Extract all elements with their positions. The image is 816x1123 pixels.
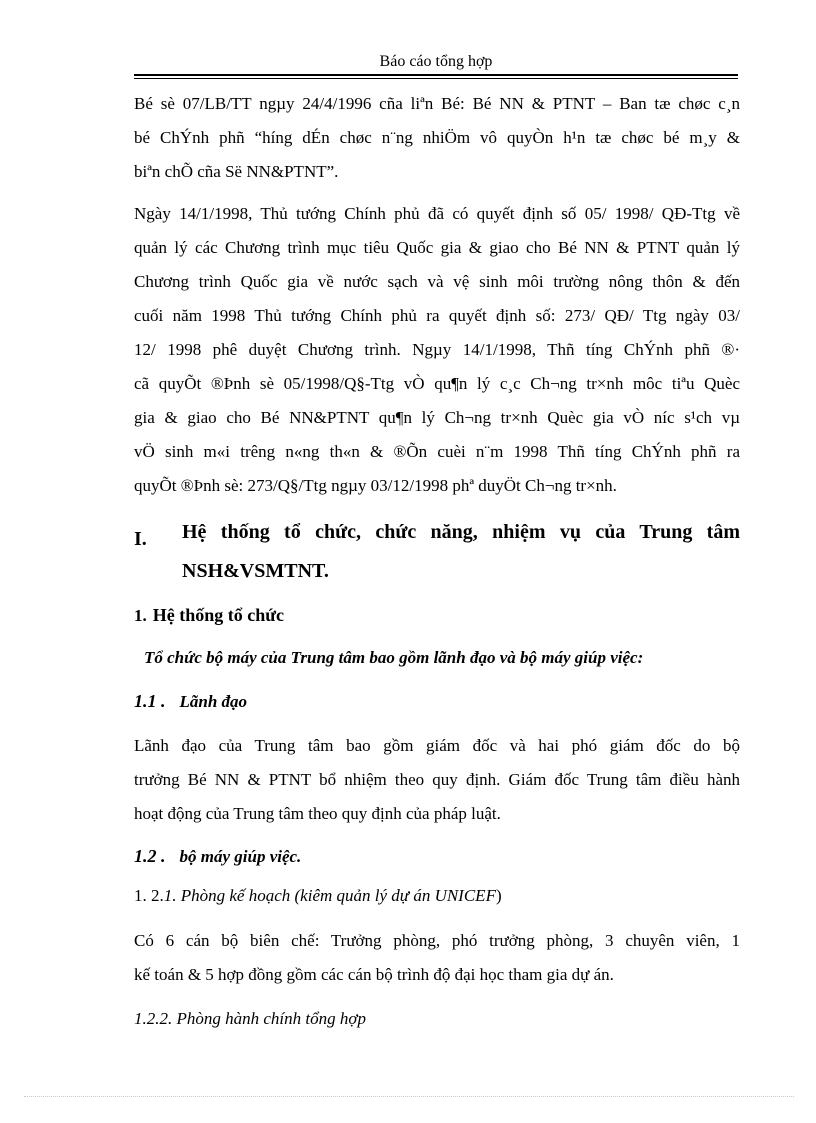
page-bottom-border: [24, 1096, 794, 1097]
heading-number: 1.: [134, 606, 147, 625]
heading-title: 1. Phòng kế hoạch (kiêm quản lý dự án UNICEF: [163, 886, 496, 905]
heading-number: 1. 2.: [134, 886, 164, 905]
heading-planning-department: [134, 886, 502, 906]
heading-title: Lãnh đạo: [179, 692, 248, 711]
heading-organization: [134, 605, 284, 626]
heading-admin-department: 1.2.2. Phòng hành chính tổng hợp: [134, 1009, 366, 1028]
text-line: trưởng Bé NN & PTNT bổ nhiệm theo quy định. Giám đốc Trung tâm điều hành: [134, 770, 740, 789]
text-line: bé ChÝnh phñ “híng dÉn chøc n¨ng nhiÖm vô quyÒn h¹n tæ chøc bé m¸y &: [134, 128, 740, 147]
text-line: Chương trình Quốc gia về nước sạch và vệ sinh môi trường nông thôn & đến: [134, 272, 740, 291]
text-line: Bé sè 07/LB/TT ngµy 24/4/1996 cña liªn Bé: Bé NN & PTNT – Ban tæ chøc c¸n: [134, 94, 740, 113]
heading-support-apparatus: [134, 846, 301, 867]
text-line: Có 6 cán bộ biên chế: Trưởng phòng, phó trưởng phòng, 3 chuyên viên, 1: [134, 931, 740, 950]
heading-close-paren: ): [495, 886, 502, 905]
paragraph-planning-staff: [134, 924, 740, 992]
text-line: 12/ 1998 phê duyệt Chương trình. Ngµy 14/1/1998, Thñ tíng ChÝnh phñ ®·: [134, 340, 740, 359]
section-title: [182, 513, 740, 591]
header-rule-secondary: [134, 78, 738, 79]
header-rule: [134, 74, 738, 76]
text-line: vÖ sinh m«i trêng n«ng th«n & ®Õn cuèi n¨m 1998 Thñ tíng ChÝnh phñ ra: [134, 442, 740, 461]
paragraph-legal-basis: [134, 87, 740, 189]
text-line: gia & giao cho Bé NN&PTNT qu¶n lý Ch¬ng tr×nh Quèc gia vÒ níc s¹ch vµ: [134, 408, 740, 427]
text-line: hoạt động của Trung tâm theo quy định của pháp luật.: [134, 804, 501, 823]
heading-title: bộ máy giúp việc.: [179, 847, 302, 866]
page-header: [134, 52, 738, 72]
intro-statement: Tổ chức bộ máy của Trung tâm bao gồm lãnh đạo và bộ máy giúp việc:: [144, 648, 644, 667]
heading-leadership: [134, 691, 247, 712]
text-line: cuối năm 1998 Thủ tướng Chính phủ ra quyết định số: 273/ QĐ/ Ttg ngày 03/: [134, 306, 740, 325]
paragraph-decision: [134, 197, 740, 503]
text-line: quản lý các Chương trình mục tiêu Quốc gia & giao cho Bé NN & PTNT quản lý: [134, 238, 740, 257]
heading-number: 1.2 .: [134, 846, 166, 866]
heading-title: Hệ thống tổ chức: [152, 605, 285, 625]
section-title-line: NSH&VSMTNT.: [182, 560, 329, 582]
text-line: Lãnh đạo của Trung tâm bao gồm giám đốc và hai phó giám đốc do bộ: [134, 736, 740, 755]
text-line: quyÕt ®Þnh sè: 273/Q§/Ttg ngµy 03/12/1998 phª duyÖt Ch¬ng tr×nh.: [134, 476, 617, 495]
heading-number: 1.1 .: [134, 691, 166, 711]
section-number: I.: [134, 528, 147, 550]
paragraph-leadership: [134, 729, 740, 831]
text-line: kế toán & 5 hợp đồng gồm các cán bộ trình độ đại học tham gia dự án.: [134, 965, 614, 984]
section-title-line: Hệ thống tổ chức, chức năng, nhiệm vụ của Trung tâm: [182, 521, 740, 543]
text-line: cã quyÕt ®Þnh sè 05/1998/Q§-Ttg vÒ qu¶n lý c¸c Ch¬ng tr×nh môc tiªu Quèc: [134, 374, 740, 393]
header-title: Báo cáo tổng hợp: [379, 53, 493, 70]
text-line: Ngày 14/1/1998, Thủ tướng Chính phủ đã có quyết định số 05/ 1998/ QĐ-Ttg về: [134, 204, 740, 223]
text-line: biªn chÕ cña Së NN&PTNT”.: [134, 162, 339, 181]
